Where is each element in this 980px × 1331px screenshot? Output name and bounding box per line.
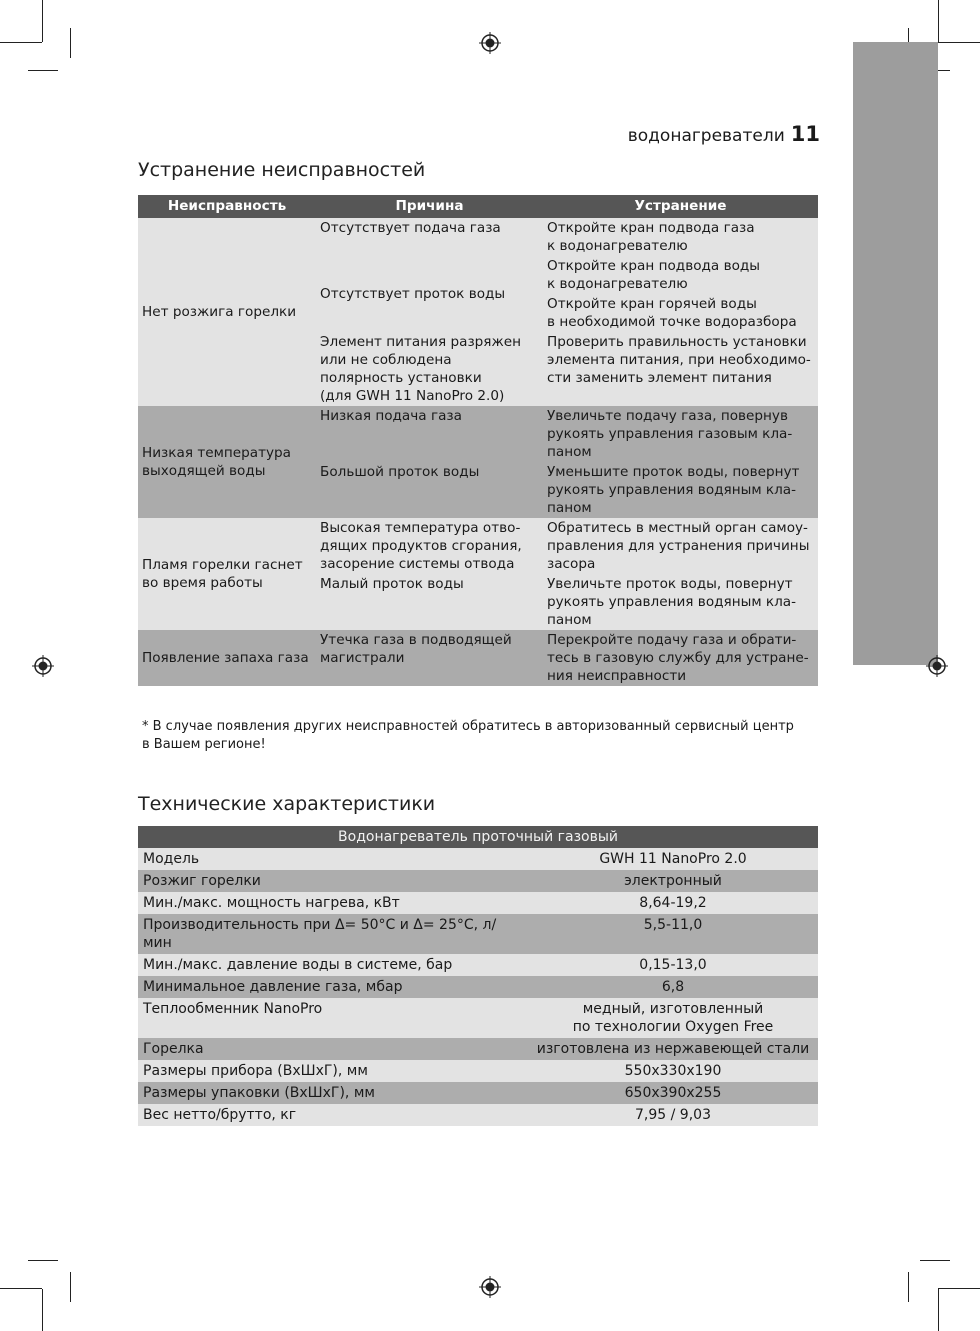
fix-text: к водонагревателю xyxy=(547,238,688,254)
fix-cell xyxy=(543,518,818,574)
fault-text: Нет розжига горелки xyxy=(142,304,297,320)
fix-text: засора xyxy=(547,556,596,572)
crop-mark xyxy=(0,1288,42,1289)
crop-mark xyxy=(908,1272,909,1302)
spec-row xyxy=(138,914,818,954)
cause-cell xyxy=(316,332,543,406)
specs-header-row xyxy=(138,826,818,848)
spec-label: Мин./макс. давление воды в системе, бар xyxy=(138,954,528,976)
spec-value xyxy=(528,1082,818,1104)
cause-text: Большой проток воды xyxy=(320,464,480,480)
table-row xyxy=(138,406,818,462)
fault-cell xyxy=(138,630,316,686)
spec-row xyxy=(138,1038,818,1060)
crop-mark xyxy=(28,1260,58,1261)
crop-mark xyxy=(920,1260,950,1261)
table-row xyxy=(138,630,818,686)
cause-cell xyxy=(316,406,543,462)
footnote-line: * В случае появления других неисправностей обратитесь в авторизованный сервисный центр xyxy=(142,719,794,734)
cause-cell xyxy=(316,574,543,630)
cause-text: Высокая температура отво- xyxy=(320,520,521,536)
fix-text: паном xyxy=(547,612,592,628)
spec-label: Размеры прибора (ВхШхГ), мм xyxy=(138,1060,528,1082)
fix-text: Увеличьте проток воды, повернут xyxy=(547,576,793,592)
fault-cell xyxy=(138,518,316,630)
spec-value xyxy=(528,1104,818,1126)
crop-mark xyxy=(70,1272,71,1302)
crop-mark xyxy=(42,1289,43,1331)
spec-row xyxy=(138,954,818,976)
spec-value xyxy=(528,998,818,1038)
footnote xyxy=(142,718,794,754)
cause-text: магистрали xyxy=(320,650,405,666)
fix-cell xyxy=(543,462,818,518)
cause-text: Утечка газа в подводящей xyxy=(320,632,512,648)
fault-text: Низкая температура xyxy=(142,445,291,461)
cause-text: засорение системы отвода xyxy=(320,556,515,572)
fix-text: к водонагревателю xyxy=(547,276,688,292)
spec-label: Горелка xyxy=(138,1038,528,1060)
spec-label: Теплообменник NanoPro xyxy=(138,998,528,1038)
fault-text: Пламя горелки гаснет xyxy=(142,557,303,573)
spec-value-text: 6,8 xyxy=(661,979,685,995)
spec-value-text: изготовлена из нержавеющей стали xyxy=(536,1041,810,1057)
crop-mark xyxy=(0,42,42,43)
cause-cell xyxy=(316,218,543,256)
fix-text: рукоять управления водяным кла- xyxy=(547,482,797,498)
spec-label: Вес нетто/брутто, кг xyxy=(138,1104,528,1126)
cause-cell xyxy=(316,256,543,332)
spec-row xyxy=(138,848,818,870)
crop-mark xyxy=(938,1289,939,1331)
crop-mark xyxy=(938,42,980,43)
troubleshooting-table xyxy=(138,195,818,686)
fix-text: паном xyxy=(547,500,592,516)
registration-mark-icon xyxy=(32,655,54,677)
spec-value-text: GWH 11 NanoPro 2.0 xyxy=(599,851,747,867)
fault-text: во время работы xyxy=(142,575,263,591)
column-header: Неисправность xyxy=(138,195,316,218)
spec-value xyxy=(528,1060,818,1082)
spec-value-text: электронный xyxy=(624,873,722,889)
fix-cell xyxy=(543,218,818,256)
registration-mark-icon xyxy=(926,655,948,677)
spec-value xyxy=(528,976,818,998)
column-header: Причина xyxy=(316,195,543,218)
spec-value-text: 7,95 / 9,03 xyxy=(635,1107,711,1123)
fix-text: сти заменить элемент питания xyxy=(547,370,772,386)
cause-text: Отсутствует подача газа xyxy=(320,220,501,236)
fix-text: в необходимой точке водоразбора xyxy=(547,314,797,330)
cause-text: Низкая подача газа xyxy=(320,408,462,424)
spec-row xyxy=(138,976,818,998)
side-thumb-tab xyxy=(853,42,938,665)
cause-text: (для GWH 11 NanoPro 2.0) xyxy=(320,388,505,404)
crop-mark xyxy=(938,0,939,42)
spec-value-text: 550x330x190 xyxy=(624,1063,722,1079)
spec-label: Модель xyxy=(138,848,528,870)
fix-text: Обратитесь в местный орган самоу- xyxy=(547,520,808,536)
cause-cell xyxy=(316,518,543,574)
footnote-line: в Вашем регионе! xyxy=(142,737,266,752)
table-row xyxy=(138,518,818,574)
specs-table xyxy=(138,826,818,1126)
spec-value xyxy=(528,1038,818,1060)
fix-cell xyxy=(543,332,818,406)
spec-value-text: 5,5-11,0 xyxy=(643,917,703,933)
registration-mark-icon xyxy=(479,32,501,54)
cause-text: дящих продуктов сгорания, xyxy=(320,538,522,554)
specs-title: Технические характеристики xyxy=(138,793,436,815)
spec-value-text: медный, изготовленный xyxy=(582,1001,764,1017)
specs-table-header: Водонагреватель проточный газовый xyxy=(138,826,818,848)
cause-text: полярность установки xyxy=(320,370,482,386)
crop-mark xyxy=(938,1288,980,1289)
fix-text: паном xyxy=(547,444,592,460)
spec-value-text: по технологии Oxygen Free xyxy=(572,1019,774,1035)
spec-value xyxy=(528,892,818,914)
spec-value xyxy=(528,848,818,870)
fault-cell xyxy=(138,218,316,406)
spec-value xyxy=(528,954,818,976)
spec-row xyxy=(138,892,818,914)
registration-mark-icon xyxy=(479,1276,501,1298)
crop-mark xyxy=(28,70,58,71)
fault-text: Появление запаха газа xyxy=(142,650,309,666)
cause-cell xyxy=(316,462,543,518)
troubleshooting-title: Устранение неисправностей xyxy=(138,159,426,181)
spec-label: Производительность при Δ= 50°C и Δ= 25°C, л/мин xyxy=(138,914,528,954)
fix-text: Откройте кран горячей воды xyxy=(547,296,757,312)
section-name: водонагреватели xyxy=(627,126,785,146)
fix-cell xyxy=(543,574,818,630)
spec-value xyxy=(528,914,818,954)
fix-text: Уменьшите проток воды, повернут xyxy=(547,464,800,480)
spec-label: Размеры упаковки (ВхШхГ), мм xyxy=(138,1082,528,1104)
spec-label: Розжиг горелки xyxy=(138,870,528,892)
fix-text: Увеличьте подачу газа, повернув xyxy=(547,408,788,424)
spec-row xyxy=(138,870,818,892)
fix-text: Откройте кран подвода газа xyxy=(547,220,755,236)
fix-text: рукоять управления газовым кла- xyxy=(547,426,793,442)
running-header xyxy=(628,122,820,146)
spec-value-text: 0,15-13,0 xyxy=(639,957,707,973)
spec-label: Минимальное давление газа, мбар xyxy=(138,976,528,998)
fix-cell xyxy=(543,294,818,332)
spec-row xyxy=(138,998,818,1038)
spec-value xyxy=(528,870,818,892)
fault-text: выходящей воды xyxy=(142,463,266,479)
crop-mark xyxy=(42,0,43,42)
column-header: Устранение xyxy=(543,195,818,218)
fix-text: рукоять управления водяным кла- xyxy=(547,594,797,610)
table-header-row xyxy=(138,195,818,218)
fix-text: Перекройте подачу газа и обрати- xyxy=(547,632,797,648)
crop-mark xyxy=(70,28,71,58)
spec-value-text: 8,64-19,2 xyxy=(639,895,707,911)
cause-text: Отсутствует проток воды xyxy=(320,286,506,302)
fault-cell xyxy=(138,406,316,518)
fix-cell xyxy=(543,630,818,686)
fix-text: правления для устранения причины xyxy=(547,538,810,554)
fix-text: Откройте кран подвода воды xyxy=(547,258,761,274)
spec-row xyxy=(138,1104,818,1126)
spec-label: Мин./макс. мощность нагрева, кВт xyxy=(138,892,528,914)
cause-text: или не соблюдена xyxy=(320,352,452,368)
spec-value-text: 650x390x255 xyxy=(624,1085,722,1101)
fix-cell xyxy=(543,256,818,294)
page-number: 11 xyxy=(790,122,820,146)
fix-text: тесь в газовую службу для устране- xyxy=(547,650,809,666)
cause-text: Малый проток воды xyxy=(320,576,464,592)
cause-cell xyxy=(316,630,543,686)
spec-row xyxy=(138,1082,818,1104)
cause-text: Элемент питания разряжен xyxy=(320,334,521,350)
fix-text: элемента питания, при необходимо- xyxy=(547,352,811,368)
fix-text: Проверить правильность установки xyxy=(547,334,807,350)
fix-text: ния неисправности xyxy=(547,668,687,684)
fix-cell xyxy=(543,406,818,462)
spec-row xyxy=(138,1060,818,1082)
table-row xyxy=(138,218,818,256)
